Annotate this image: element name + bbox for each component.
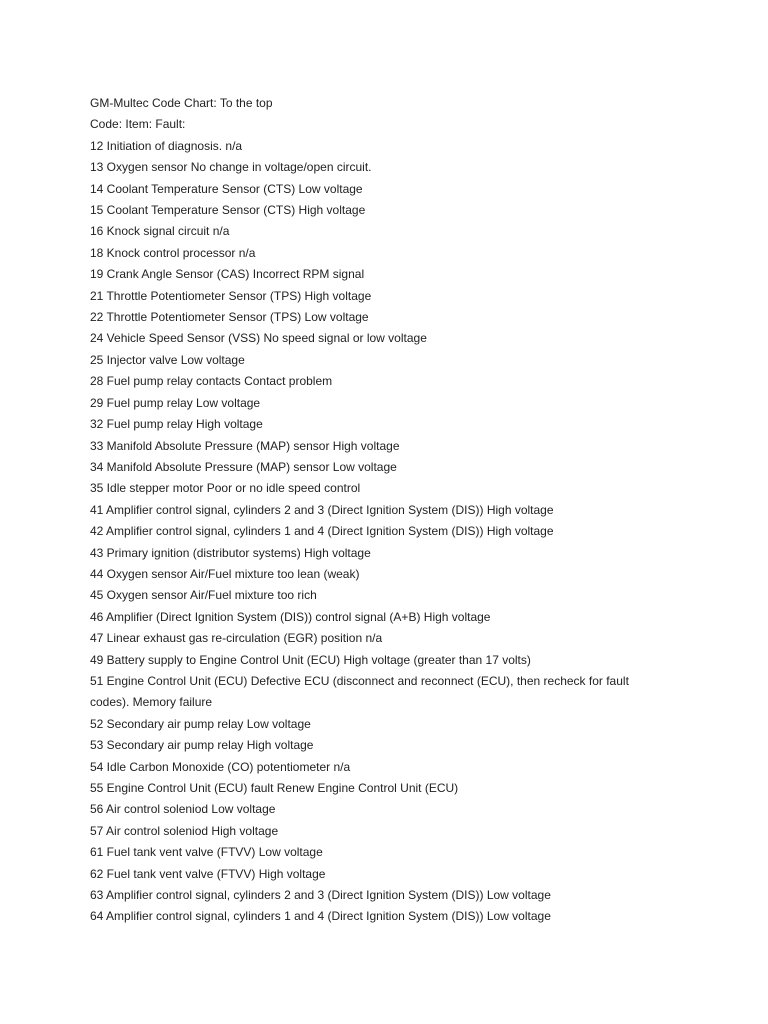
code-line: 46 Amplifier (Direct Ignition System (DIS)) control signal (A+B) High voltage [90,609,491,624]
code-line: 24 Vehicle Speed Sensor (VSS) No speed signal or low voltage [90,331,427,346]
code-line: 45 Oxygen sensor Air/Fuel mixture too rich [90,588,317,603]
code-line: 13 Oxygen sensor No change in voltage/open circuit. [90,160,372,175]
code-line: 51 Engine Control Unit (ECU) Defective ECU (disconnect and reconnect (ECU), then recheck for fault codes). Memory failure [90,673,629,710]
code-line: 14 Coolant Temperature Sensor (CTS) Low voltage [90,181,363,196]
code-line: 18 Knock control processor n/a [90,245,256,260]
code-line: 62 Fuel tank vent valve (FTVV) High voltage [90,866,326,881]
code-line: 29 Fuel pump relay Low voltage [90,395,261,410]
code-line: 53 Secondary air pump relay High voltage [90,738,314,753]
code-line: 57 Air control soleniod High voltage [90,823,279,838]
code-line: 19 Crank Angle Sensor (CAS) Incorrect RPM signal [90,267,365,282]
code-line: 54 Idle Carbon Monoxide (CO) potentiometer n/a [90,759,351,774]
code-line: 64 Amplifier control signal, cylinders 1 and 4 (Direct Ignition System (DIS)) Low voltage [90,909,551,924]
code-line: 56 Air control soleniod Low voltage [90,802,276,817]
code-line: 12 Initiation of diagnosis. n/a [90,138,243,153]
code-line: 25 Injector valve Low voltage [90,352,245,367]
code-line: 32 Fuel pump relay High voltage [90,417,263,432]
code-line: 22 Throttle Potentiometer Sensor (TPS) Low voltage [90,310,369,325]
code-line: 42 Amplifier control signal, cylinders 1 and 4 (Direct Ignition System (DIS)) High voltage [90,524,554,539]
code-line: 28 Fuel pump relay contacts Contact problem [90,374,333,389]
document-body [90,93,670,928]
code-line: 61 Fuel tank vent valve (FTVV) Low voltage [90,845,323,860]
code-line: 41 Amplifier control signal, cylinders 2 and 3 (Direct Ignition System (DIS)) High voltage [90,502,554,517]
code-line: 44 Oxygen sensor Air/Fuel mixture too lean (weak) [90,566,360,581]
code-line: 55 Engine Control Unit (ECU) fault Renew Engine Control Unit (ECU) [90,781,459,795]
code-line: 47 Linear exhaust gas re-circulation (EGR) position n/a [90,631,383,646]
code-list [90,136,670,928]
code-line: 33 Manifold Absolute Pressure (MAP) sensor High voltage [90,438,400,453]
code-line: 35 Idle stepper motor Poor or no idle speed control [90,481,361,496]
code-line: 34 Manifold Absolute Pressure (MAP) sensor Low voltage [90,459,397,474]
code-line: 15 Coolant Temperature Sensor (CTS) High voltage [90,203,366,218]
code-line: 63 Amplifier control signal, cylinders 2 and 3 (Direct Ignition System (DIS)) Low voltage [90,888,551,903]
code-line: 52 Secondary air pump relay Low voltage [90,716,311,731]
code-line: 21 Throttle Potentiometer Sensor (TPS) High voltage [90,288,372,303]
column-header: Code: Item: Fault: [90,117,186,132]
code-line: 43 Primary ignition (distributor systems) High voltage [90,545,371,560]
document-title: GM-Multec Code Chart: To the top [90,96,273,110]
code-line: 16 Knock signal circuit n/a [90,224,230,239]
code-line: 49 Battery supply to Engine Control Unit (ECU) High voltage (greater than 17 volts) [90,652,531,667]
